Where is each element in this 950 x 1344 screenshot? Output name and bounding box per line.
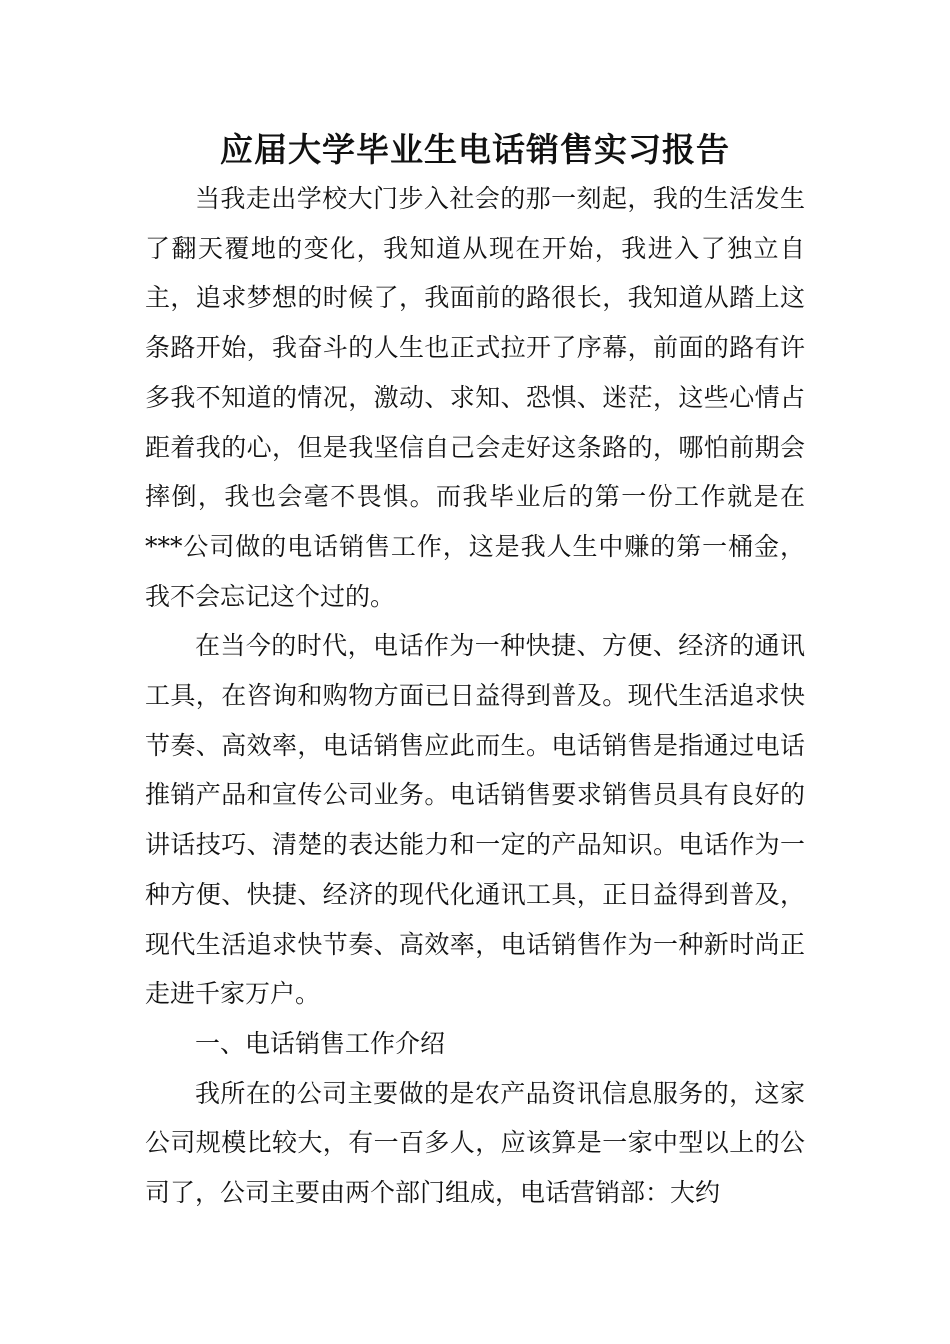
document-body	[145, 174, 805, 1218]
document-title: 应届大学毕业生电话销售实习报告	[220, 130, 730, 169]
paragraph-intro: 当我走出学校大门步入社会的那一刻起，我的生活发生了翻天覆地的变化，我知道从现在开始，我进入了独立自主，追求梦想的时候了，我面前的路很长，我知道从踏上这条路开始，我奋斗的人生也正式拉开了序幕，前面的路有许多我不知道的情况，激动、求知、恐惧、迷茫，这些心情占距着我的心，但是我坚信自己会走好这条路的，哪怕前期会摔倒，我也会毫不畏惧。而我毕业后的第一份工作就是在***公司做的电话销售工作，这是我人生中赚的第一桶金，我不会忘记这个过的。	[145, 184, 805, 611]
paragraph-telephone-sales: 在当今的时代，电话作为一种快捷、方便、经济的通讯工具，在咨询和购物方面已日益得到普及。现代生活追求快节奏、高效率，电话销售应此而生。电话销售是指通过电话推销产品和宣传公司业务。电话销售要求销售员具有良好的讲话技巧、清楚的表达能力和一定的产品知识。电话作为一种方便、快捷、经济的现代化通讯工具，正日益得到普及，现代生活追求快节奏、高效率，电话销售作为一种新时尚正走进千家万户。	[145, 631, 805, 1009]
paragraph-company: 我所在的公司主要做的是农产品资讯信息服务的，这家公司规模比较大，有一百多人，应该算是一家中型以上的公司了，公司主要由两个部门组成，电话营销部：大约	[145, 1078, 805, 1208]
section-heading-job-intro: 一、电话销售工作介绍	[195, 1028, 446, 1058]
